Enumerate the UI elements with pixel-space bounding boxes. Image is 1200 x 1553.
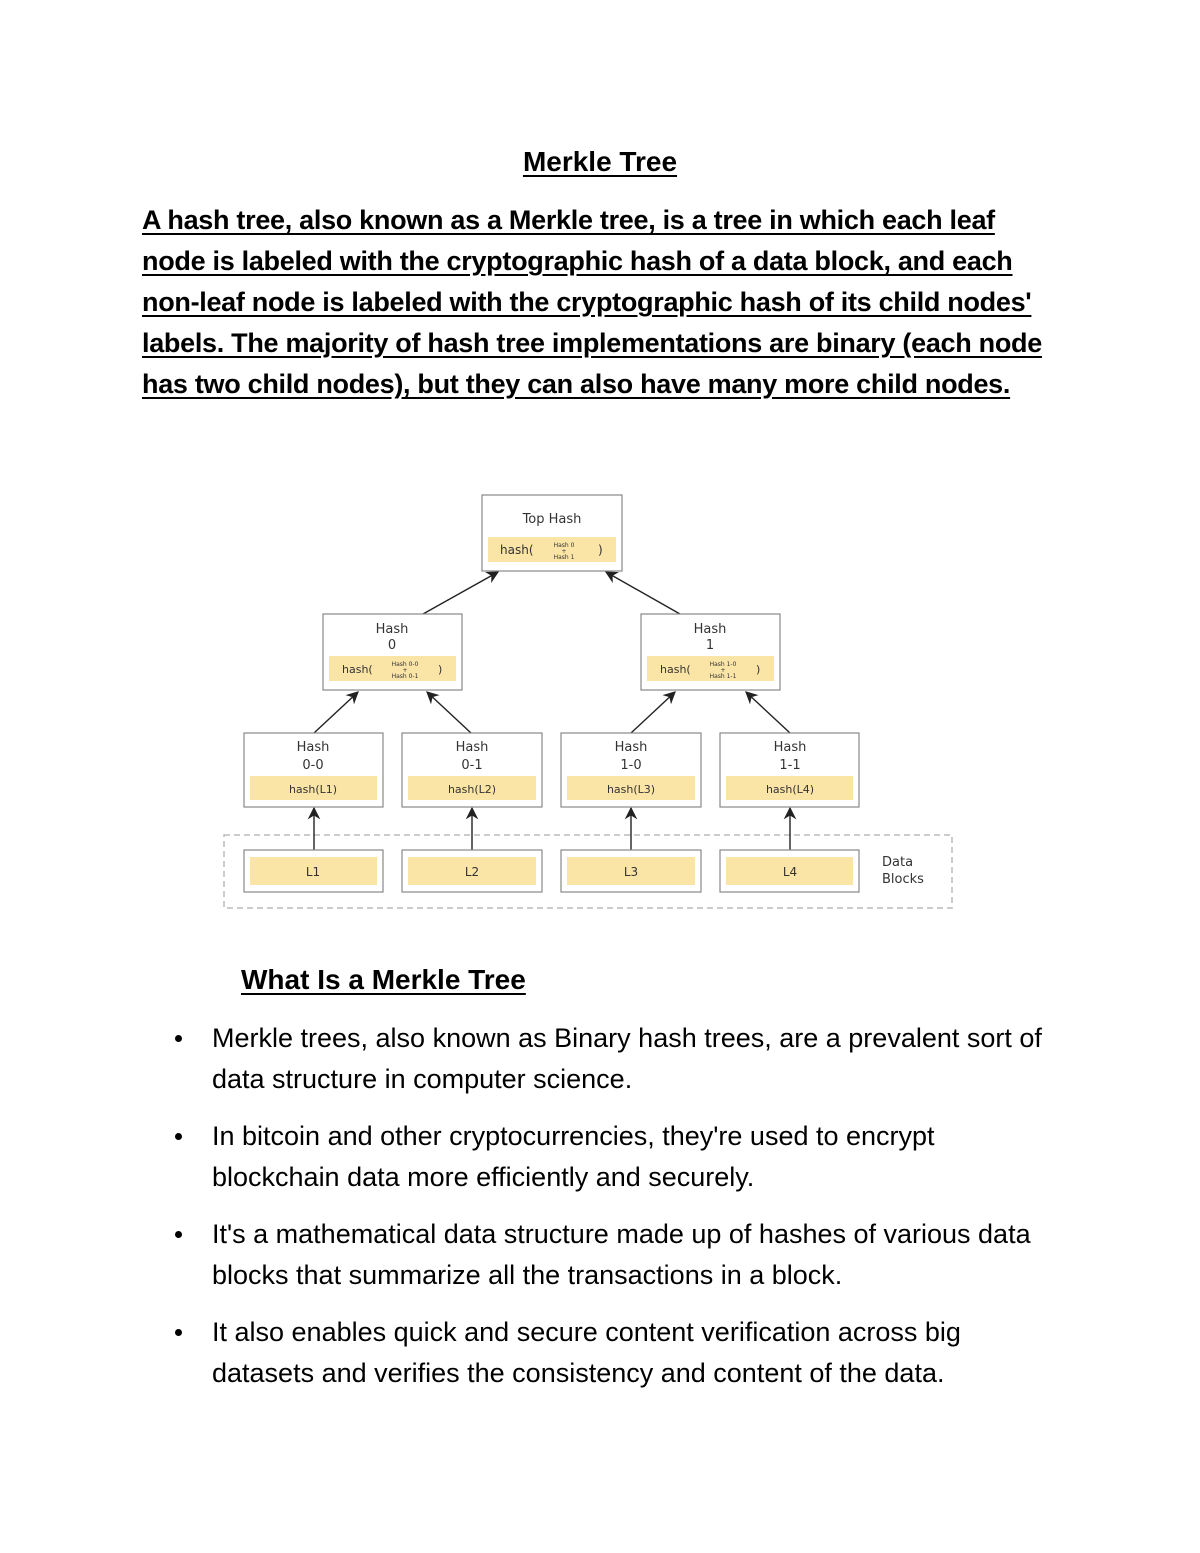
hash-11-value: hash(L4) — [765, 783, 815, 796]
top-hash-open: hash( — [500, 543, 534, 557]
arrow-hash01-to-hash0 — [427, 692, 471, 733]
top-hash-arg-1: Hash 0 — [553, 542, 575, 549]
hash-0-label-line2: 0 — [387, 638, 397, 653]
bullet-text: Merkle trees, also known as Binary hash trees, are a prevalent sort of data structure in computer science. — [212, 1023, 1042, 1094]
merkle-tree-diagram — [218, 490, 958, 914]
top-hash-label: Top Hash — [522, 512, 582, 527]
data-block-l2-label: L2 — [464, 865, 480, 879]
arrow-hash00-to-hash0 — [314, 692, 358, 733]
hash-0-arg-plus: + — [402, 667, 408, 674]
hash-0-node — [323, 614, 462, 690]
hash-1-arg-plus: + — [720, 667, 726, 674]
hash-1-label-line2: 1 — [705, 638, 715, 653]
bullet-text: It's a mathematical data structure made up of hashes of various data blocks that summarize all the transactions in a block. — [212, 1219, 1031, 1290]
arrow-hash11-to-hash1 — [746, 692, 790, 733]
hash-01-label-line1: Hash — [455, 740, 489, 755]
bullet-icon — [175, 1133, 182, 1140]
top-hash-arg-2: Hash 1 — [553, 554, 575, 561]
page-title — [0, 144, 1200, 180]
hash-00-value: hash(L1) — [288, 783, 338, 796]
hash-11-label-line1: Hash — [773, 740, 807, 755]
data-block-l3-label: L3 — [623, 865, 639, 879]
list-item — [165, 1214, 1045, 1296]
list-item — [165, 1018, 1045, 1100]
hash-10-value: hash(L3) — [606, 783, 656, 796]
data-block-l1-label: L1 — [305, 865, 321, 879]
hash-1-arg-2: Hash 1-1 — [709, 673, 737, 680]
bullet-text: In bitcoin and other cryptocurrencies, they're used to encrypt blockchain data more efficiently and securely. — [212, 1121, 935, 1192]
data-block-l4-label: L4 — [782, 865, 798, 879]
hash-01-label-line2: 0-1 — [461, 758, 483, 773]
bullet-list — [165, 1018, 1045, 1410]
hash-0-label-line1: Hash — [375, 622, 409, 637]
data-block-l2 — [402, 850, 542, 892]
data-blocks-label-line1: Data — [882, 855, 914, 870]
data-blocks-label-line2: Blocks — [882, 872, 924, 887]
arrow-hash0-to-top — [423, 572, 498, 614]
hash-10-label-line1: Hash — [614, 740, 648, 755]
hash-1-label-line1: Hash — [693, 622, 727, 637]
bullet-text: It also enables quick and secure content verification across big datasets and verifies the consistency and content of the data. — [212, 1317, 961, 1388]
top-hash-node — [482, 495, 622, 571]
hash-1-open: hash( — [660, 663, 691, 676]
hash-0-arg-2: Hash 0-1 — [391, 673, 419, 680]
hash-1-close: ) — [756, 663, 761, 676]
top-hash-close: ) — [598, 543, 603, 557]
hash-0-open: hash( — [342, 663, 373, 676]
list-item — [165, 1312, 1045, 1394]
bullet-icon — [175, 1329, 182, 1336]
page-title-text: Merkle Tree — [522, 146, 678, 177]
hash-11-node — [720, 733, 859, 807]
intro-paragraph: A hash tree, also known as a Merkle tree, is a tree in which each leaf node is labeled with the cryptographic hash of a data block, and each non-leaf node is labeled with the cryptographic hash of its child nodes' labels. The majority of hash tree implementations are binary (each node has two child nodes), but they can also have many more child nodes. — [142, 205, 1042, 399]
hash-11-label-line2: 1-1 — [779, 758, 801, 773]
hash-10-node — [561, 733, 701, 807]
data-block-l4 — [720, 850, 859, 892]
hash-00-label-line1: Hash — [296, 740, 330, 755]
data-block-l1 — [244, 850, 383, 892]
hash-01-node — [402, 733, 542, 807]
merkle-tree-svg — [218, 490, 958, 914]
bullet-icon — [175, 1035, 182, 1042]
hash-1-node — [641, 614, 780, 690]
hash-0-close: ) — [438, 663, 443, 676]
hash-0-arg-1: Hash 0-0 — [391, 661, 419, 668]
hash-00-label-line2: 0-0 — [302, 758, 324, 773]
hash-01-value: hash(L2) — [447, 783, 497, 796]
section-heading: What Is a Merkle Tree — [241, 964, 526, 995]
list-item — [165, 1116, 1045, 1198]
data-block-l3 — [561, 850, 701, 892]
hash-1-arg-1: Hash 1-0 — [709, 661, 737, 668]
arrow-hash10-to-hash1 — [631, 692, 675, 733]
top-hash-arg-plus: + — [561, 548, 567, 555]
bullet-icon — [175, 1231, 182, 1238]
hash-10-label-line2: 1-0 — [620, 758, 642, 773]
arrow-hash1-to-top — [606, 572, 680, 614]
hash-00-node — [244, 733, 383, 807]
